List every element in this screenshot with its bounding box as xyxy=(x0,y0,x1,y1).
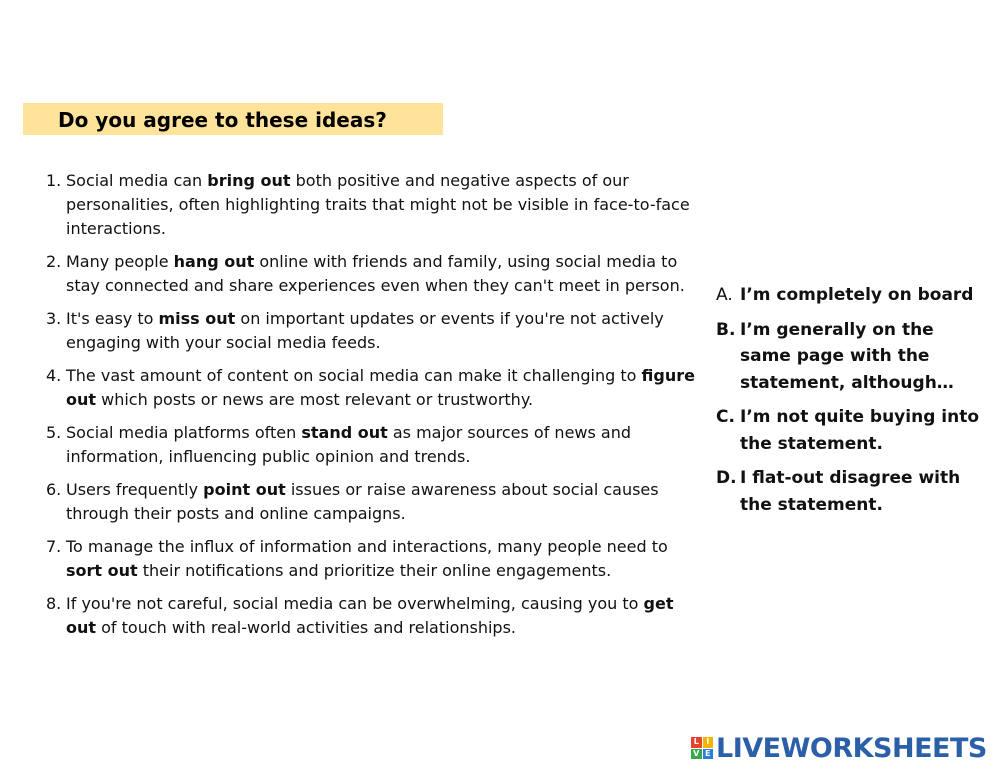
phrasal-verb: get out xyxy=(66,594,674,637)
statement-number: 6. xyxy=(46,480,62,499)
answer-letter: B. xyxy=(716,319,736,340)
answer-option xyxy=(714,404,984,457)
logo-block: L xyxy=(691,737,702,748)
statement-text: Users frequently xyxy=(66,480,204,499)
statement-item xyxy=(36,535,702,583)
phrasal-verb: hang out xyxy=(173,252,255,271)
statement-number: 7. xyxy=(46,537,62,556)
statement-item xyxy=(36,421,702,469)
statement-item xyxy=(36,478,702,526)
answer-options xyxy=(714,282,984,526)
statement-text: of touch with real-world activities and relationships. xyxy=(96,618,516,637)
answer-letter: C. xyxy=(716,407,735,427)
logo-block: I xyxy=(703,737,714,748)
statement-text: online with friends and family, using social media to stay connected and share experiences even when they can't meet in person. xyxy=(66,252,685,295)
statement-text: their notifications and prioritize their online engagements. xyxy=(137,561,612,580)
phrasal-verb: stand out xyxy=(301,423,388,442)
statement-text: issues or raise awareness about social causes through their posts and online campaigns. xyxy=(66,480,659,523)
logo-block: V xyxy=(691,749,702,760)
statement-item xyxy=(36,364,702,412)
answer-text: I’m completely on board xyxy=(740,285,974,305)
statement-item xyxy=(36,592,702,640)
statement-text: as major sources of news and information, influencing public opinion and trends. xyxy=(66,423,632,466)
statement-item xyxy=(36,307,702,355)
answer-letter: D. xyxy=(716,468,737,488)
statement-text: which posts or news are most relevant or trustworthy. xyxy=(96,390,534,409)
statement-number: 8. xyxy=(46,594,62,613)
phrasal-verb: miss out xyxy=(158,309,236,328)
statement-number: 3. xyxy=(46,309,62,328)
liveworksheets-logo[interactable] xyxy=(691,731,987,765)
statement-item xyxy=(36,250,702,298)
statement-text: Social media platforms often xyxy=(66,423,302,442)
statement-text: both positive and negative aspects of our personalities, often highlighting traits that might not be visible in face-to-face interactions. xyxy=(66,171,690,238)
phrasal-verb: point out xyxy=(203,480,286,499)
answer-text: I’m generally on the same page with the statement, although… xyxy=(740,319,954,393)
statement-number: 1. xyxy=(46,171,62,190)
statement-text: Many people xyxy=(66,252,174,271)
phrasal-verb: sort out xyxy=(66,561,138,580)
page-title: Do you agree to these ideas? xyxy=(23,103,443,135)
phrasal-verb: figure out xyxy=(66,366,695,409)
statement-text: It's easy to xyxy=(66,309,159,328)
phrasal-verb: bring out xyxy=(207,171,291,190)
statement-text: on important updates or events if you're not actively engaging with your social media feeds. xyxy=(66,309,664,352)
statement-text: Social media can xyxy=(66,171,208,190)
statement-list xyxy=(36,169,702,649)
statement-text: To manage the influx of information and interactions, many people need to xyxy=(66,537,668,556)
statement-text: The vast amount of content on social media can make it challenging to xyxy=(66,366,642,385)
statement-number: 2. xyxy=(46,252,62,271)
logo-text: LIVEWORKSHEETS xyxy=(716,732,987,764)
answer-letter: A. xyxy=(716,285,733,305)
logo-block: E xyxy=(703,749,714,760)
answer-option xyxy=(714,282,984,309)
answer-option xyxy=(714,317,984,397)
statement-number: 4. xyxy=(46,366,62,385)
live-blocks-icon xyxy=(691,737,713,759)
answer-text: I’m not quite buying into the statement. xyxy=(740,407,980,454)
statement-item xyxy=(36,169,702,241)
answer-text: I flat-out disagree with the statement. xyxy=(740,468,961,515)
answer-option xyxy=(714,465,984,518)
statement-number: 5. xyxy=(46,423,62,442)
statement-text: If you're not careful, social media can be overwhelming, causing you to xyxy=(66,594,644,613)
